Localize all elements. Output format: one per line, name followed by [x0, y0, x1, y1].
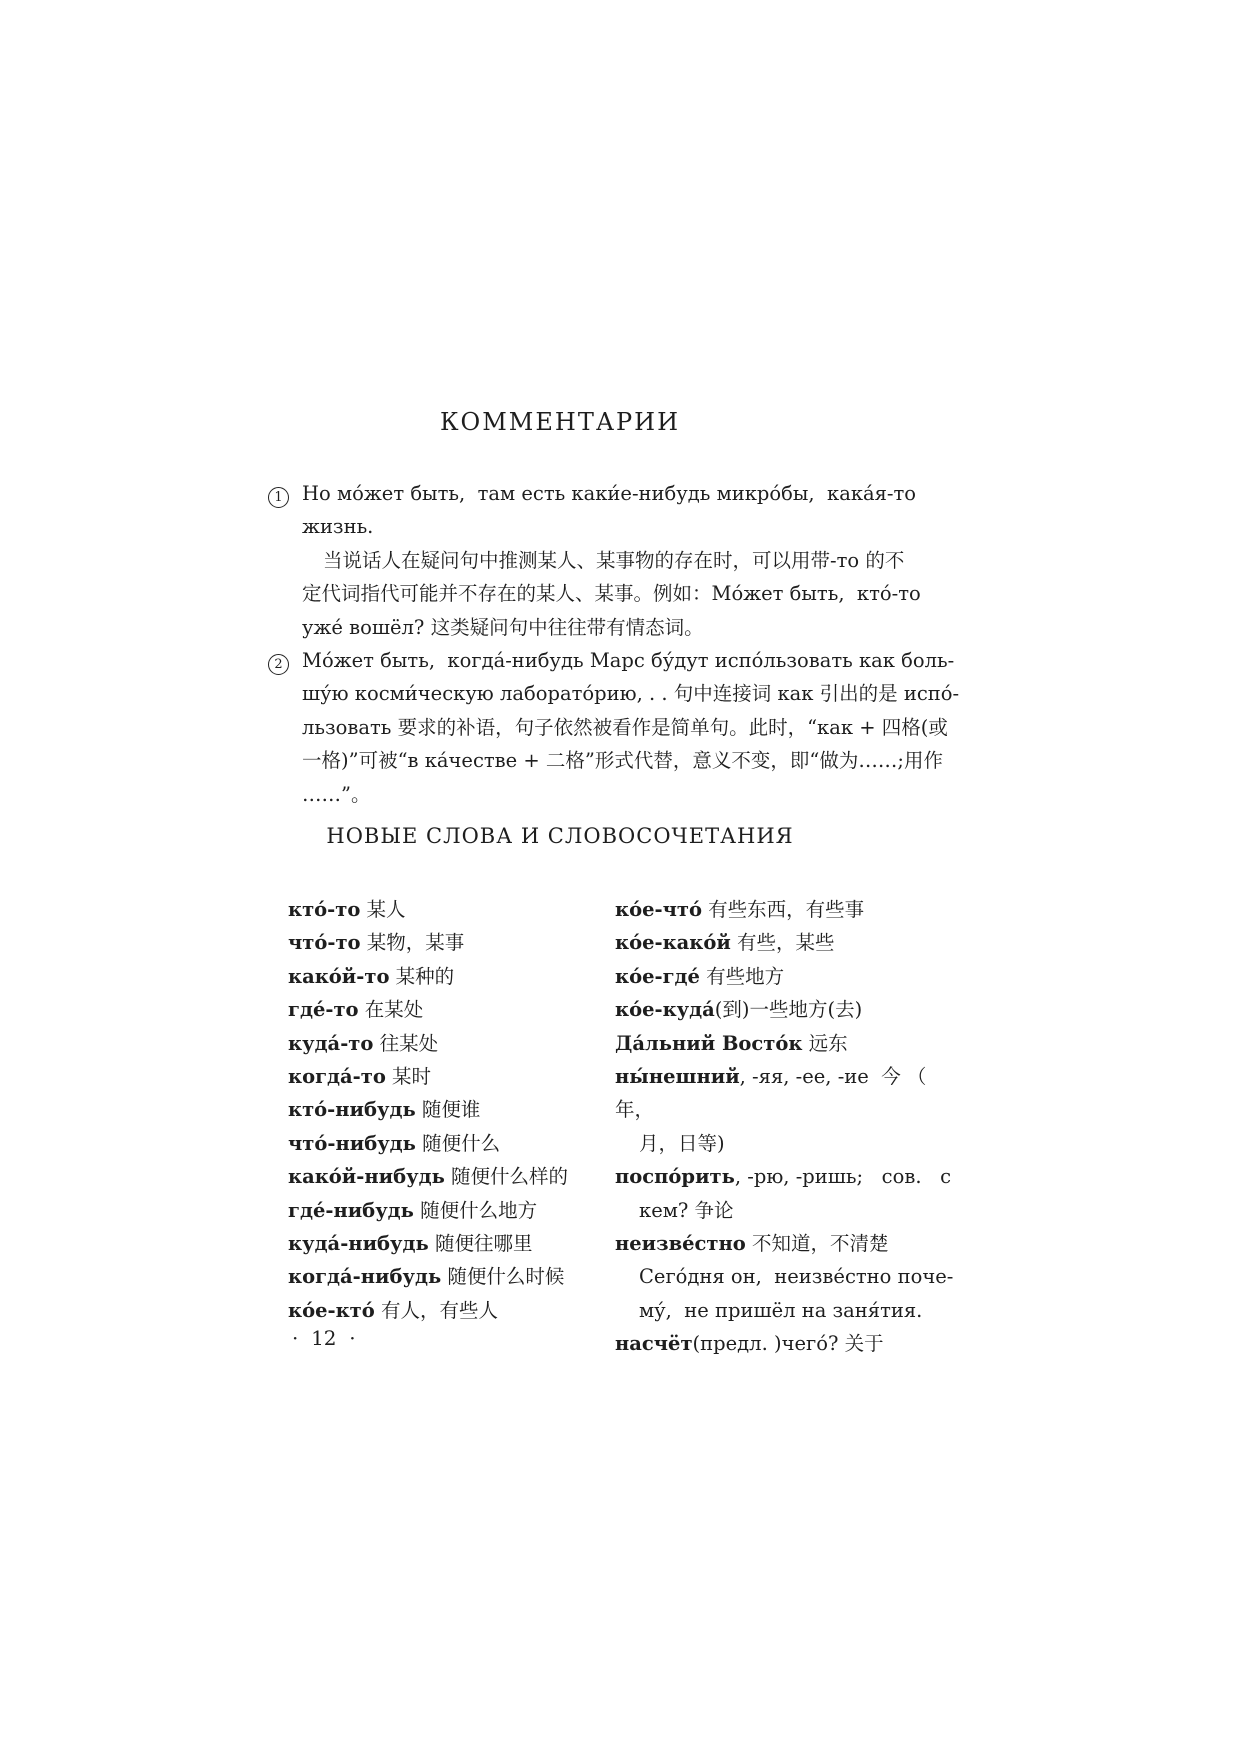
- vocab-column-left: [288, 893, 603, 1327]
- vocab-translation: 随便什么地方: [413, 1198, 538, 1222]
- vocab-translation: , -яя, -ее, -ие 今 （ 年，: [615, 1065, 933, 1122]
- comment-line: ……”。: [302, 782, 371, 806]
- vocab-entry: [615, 993, 965, 1026]
- vocab-entry: [288, 1194, 603, 1227]
- comment-line: жизнь.: [302, 515, 374, 539]
- vocab-entry-continuation: кем? 争论: [639, 1198, 734, 1222]
- vocab-russian-term: кто́-то: [288, 898, 361, 921]
- vocab-translation: 有些东西，有些事: [701, 898, 865, 921]
- vocab-russian-term: когда́-то: [288, 1065, 386, 1089]
- vocab-translation: (到)一些地方(去): [714, 998, 863, 1022]
- vocab-entry: [288, 893, 603, 926]
- vocab-translation: 某种的: [389, 964, 455, 988]
- vocab-russian-term: ко́е-како́й: [615, 931, 731, 955]
- vocab-russian-term: како́й-нибудь: [288, 1165, 445, 1189]
- vocab-entry: [615, 960, 965, 993]
- vocab-entry: [288, 1260, 603, 1293]
- vocab-entry: [288, 1093, 603, 1126]
- vocab-entry: [615, 1027, 965, 1060]
- vocab-translation: 某物，某事: [360, 931, 465, 955]
- vocab-russian-term: неизве́стно: [615, 1232, 746, 1256]
- comment-line: шу́ю косми́ческую лаборато́рию, . . 句中连接词 как 引出的是 испо́-: [302, 682, 960, 706]
- vocab-entry-continuation: 月，日等): [639, 1131, 725, 1155]
- vocab-translation: 某人: [360, 898, 406, 921]
- vocab-entry: [615, 926, 965, 959]
- vocab-entry: [288, 960, 603, 993]
- vocab-translation: (предл. )чего́? 关于: [692, 1332, 884, 1356]
- vocab-translation: 随便往哪里: [428, 1232, 533, 1256]
- vocab-entry: [615, 893, 965, 926]
- vocab-translation: 在某处: [358, 998, 424, 1022]
- vocab-entry: [288, 926, 603, 959]
- vocab-russian-term: насчёт: [615, 1332, 693, 1356]
- vocab-translation: 有些，某些: [730, 931, 835, 955]
- vocab-russian-term: где́-то: [288, 998, 359, 1022]
- comment-line: льзовать 要求的补语，句子依然被看作是简单句。此时，“как + 四格(或: [302, 715, 948, 739]
- vocab-column-right: [615, 893, 965, 1361]
- vocab-entry: [288, 1060, 603, 1093]
- vocab-translation: 随便什么样的: [444, 1165, 569, 1189]
- vocab-russian-term: ко́е-что́: [615, 898, 702, 921]
- comment-line: 定代词指代可能并不存在的某人、某事。例如：Мо́жет быть, кто́-то: [302, 582, 921, 606]
- vocab-entry: [288, 993, 603, 1026]
- comment-line: 当说话人在疑问句中推测某人、某事物的存在时，可以用带-то 的不: [323, 548, 905, 572]
- vocab-russian-term: куда́-нибудь: [288, 1232, 429, 1256]
- comments-section: [268, 477, 968, 811]
- vocab-russian-term: кто́-нибудь: [288, 1098, 416, 1122]
- vocab-entry: [615, 1327, 965, 1360]
- vocab-example-sentence: му́, не пришёл на заня́тия.: [639, 1298, 923, 1322]
- vocab-translation: 有些地方: [699, 964, 785, 988]
- comment-line: Но мо́жет быть, там есть каки́е-нибудь микро́бы, кака́я-то: [302, 482, 917, 505]
- comment-item-1: [268, 477, 968, 644]
- vocab-russian-term: ко́е-кто́: [288, 1298, 375, 1322]
- vocab-entry: [288, 1027, 603, 1060]
- comment-marker-cell: [268, 477, 302, 508]
- vocab-translation: 随便什么: [415, 1131, 501, 1155]
- comment-item-2: [268, 644, 968, 811]
- vocab-russian-term: когда́-нибудь: [288, 1265, 442, 1289]
- vocab-entry: [615, 1060, 965, 1127]
- comment-line: 一格)”可被“в ка́честве + 二格”形式代替，意义不变，即“做为……;用作: [302, 749, 943, 773]
- vocab-russian-term: что́-нибудь: [288, 1131, 416, 1155]
- vocab-russian-term: что́-то: [288, 931, 361, 955]
- circled-number-1-icon: 1: [268, 487, 289, 508]
- vocab-example-sentence: Сего́дня он, неизве́стно поче-: [639, 1265, 954, 1289]
- vocab-translation: , -рю, -ришь; сов. с: [734, 1165, 952, 1189]
- vocab-entry: [288, 1294, 603, 1327]
- circled-number-2-icon: 2: [268, 654, 289, 675]
- comment-body: [302, 477, 968, 644]
- vocab-entry: [615, 1227, 965, 1260]
- comment-body: [302, 644, 968, 811]
- vocab-translation: 不知道，不清楚: [745, 1232, 889, 1256]
- vocab-russian-term: где́-нибудь: [288, 1198, 414, 1222]
- vocab-section-title: НОВЫЕ СЛОВА И СЛОВОСОЧЕТАНИЯ: [326, 824, 794, 848]
- vocab-entry: [288, 1127, 603, 1160]
- vocab-translation: 某时: [385, 1065, 432, 1089]
- vocab-russian-term: куда́-то: [288, 1031, 374, 1055]
- vocab-russian-term: ны́нешний: [615, 1065, 740, 1089]
- comment-marker-cell: [268, 644, 302, 675]
- vocab-russian-term: поспо́рить: [615, 1165, 735, 1189]
- vocab-russian-term: ко́е-куда́: [615, 998, 715, 1022]
- vocab-translation: 随便什么时候: [441, 1265, 565, 1289]
- vocab-translation: 随便谁: [415, 1098, 481, 1122]
- vocab-russian-term: Да́льний Восто́к: [615, 1031, 803, 1055]
- vocab-russian-term: како́й-то: [288, 964, 390, 988]
- comment-line: Мо́жет быть, когда́-нибудь Марс бу́дут испо́льзовать как боль-: [302, 649, 955, 673]
- vocab-entry: [288, 1160, 603, 1193]
- vocab-translation: 有人，有些人: [374, 1298, 498, 1322]
- vocab-entry: [288, 1227, 603, 1260]
- vocab-translation: 往某处: [373, 1031, 439, 1055]
- vocab-entry: [615, 1160, 965, 1193]
- vocab-translation: 远东: [802, 1031, 848, 1055]
- page-number: · 12 ·: [292, 1326, 356, 1350]
- comment-line: уже́ вошёл? 这类疑问句中往往带有情态词。: [302, 615, 704, 639]
- page-title: КОММЕНТАРИИ: [439, 408, 681, 436]
- vocab-russian-term: ко́е-где́: [615, 964, 700, 988]
